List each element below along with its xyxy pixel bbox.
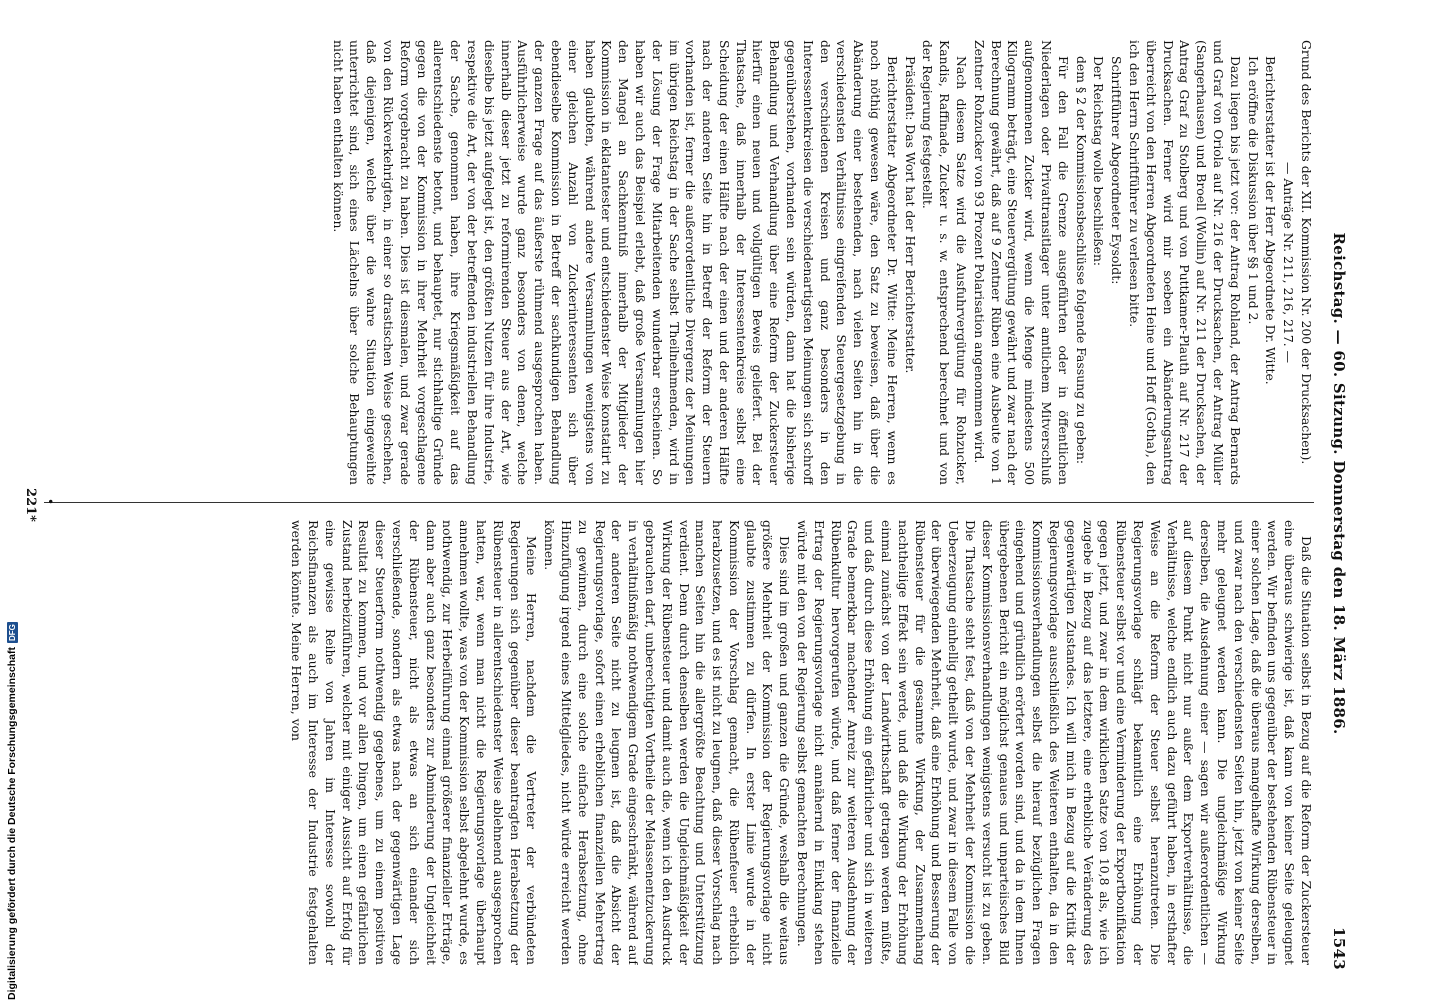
paragraph: Dies sind im großen und ganzen die Gründe, weshalb die weitaus größere Mehrheit der Kommission der Regierungsvorlage nicht glaubte zustimmen zu dürfen. In erster Linie wurde in der Kommission der Vorschlag gemacht, die Rübenfeuer erheblich herabzusetzen, und es ist nicht zu leugnen, daß dieser Vorschlag nach manchen Seiten hin die allergrößte Beachtung und Unterstützung verdient. Denn durch denselben werden die Ungleichmäßigkeit der Wirkung der Rübensteuer und damit auch die, wenn ich den Ausdruck gebrauchen darf, unberechtigten Vortheile der Melassenentzuckerung in verhältnißmäßig nothwendigem Grade eingeschränkt, während auf der anderen Seite nicht zu leugnen ist, daß die Absicht der Regierungsvorlage, sofort einen erheblichen finanziellen Mehrertrag zu gewinnen, durch eine solche einfache Herabsetzung, ohne Hinzufügung irgend eines Mittelgliedes, nicht würde erreicht werden können.: [542, 520, 793, 965]
column-divider: [44, 502, 1314, 503]
paragraph: Ich eröffne die Diskussion über §§ 1 und 2.: [1245, 56, 1261, 325]
paragraph: dem § 2 der Kommissionsbeschlüsse folgende Fassung zu geben:: [1073, 56, 1089, 465]
paragraph: Nach diesem Satze wird die Ausfuhrvergütung für Rohzucker, Kandis, Raffinade, Zucker u. s. w. entsprechend berechnet und von der Regierung festgestellt.: [920, 40, 970, 485]
paragraph: Grund des Berichts der XII. Kommission Nr. 200 der Drucksachen).: [1299, 40, 1314, 465]
divider-mark: •: [43, 498, 57, 506]
paragraph: Berichterstatter ist der Herr Abgeordnete Dr. Witte.: [1263, 56, 1279, 385]
paragraph: Schriftführer Abgeordneter Eysoldt:: [1109, 56, 1125, 285]
page-number: 1543: [1330, 927, 1348, 970]
paragraph: Der Reichstag wolle beschließen:: [1091, 56, 1107, 267]
signature-mark: 221*: [23, 488, 38, 522]
paragraph: Präsident: Das Wort hat der Herr Berichterstatter.: [902, 56, 918, 374]
paragraph: Daß die Situation selbst in Bezug auf die Reform der Zuckersteuer eine überaus schwierige ist, daß kann von keiner Seite geleugnet werden. Wir befinden uns gegenüber der bestehenden Rübensteuer in einer solchen Lage, daß die überaus mangelhafte Wirkung derselben, und zwar nach den verschiedensten Seiten hin, jetzt von keiner Seite mehr geleugnet werden kann. Die ungleichmäßige Wirkung derselben, die Ausdehnung einer — sagen wir außerordentlichen — auf diesem Punkt nicht nur außer dem Exportverhältnisse, die Verhältnisse, welche endlich auch dazu geführt haben, in ersthafter Weise an die Reform der Steuer selbst heranzutreten. Die Regierungsvorlage schlägt bekanntlich eine Erhöhung der Rübensteuer selbst vor und eine Verminderung der Exportbonifikation gegen jetzt, und zwar in dem wirklichen Satze von 10,8 als, wie ich zugebe in Bezug auf das letztere, eine erhebliche Veränderung des gegenwärtigen Zustandes. Ich will mich in Bezug auf die Kritik der Regierungsvorlage ausschließlich des Weiteren enthalten, da in den Kommissionsverhandlungen selbst die hierauf bezüglichen Fragen eingehend und gründlich erörtert worden sind, und da in dem Ihnen übergebenen Bericht ein möglichst genaues und unparteiisches Bild dieser Kommissionsverhandlungen wenigstens versucht ist zu geben. Die Thatsache steht fest, daß von der Mehrheit der Kommission die Ueberzeugung einhellig getheilt wurde, und zwar in diesem Falle von der überwiegenden Mehrheit, daß eine Erhöhung und Besserung der Rübensteuer für die gesammte Wirkung, der Zusammenhang nachtheilige Effekt sein werde, und daß die Wirkung der Erhöhung einmal zunächst von der Landwirthschaft getragen werden müßte, und daß durch diese Erhöhung ein gefährlicher und sich in weiteren Grade bemerkbar machender Anreiz zur weiteren Ausdehnung der Rübenkultur hervorgerufen würde, und daß ferner der finanzielle Ertrag der Regierungsvorlage nicht annähernd in Einklang stehen würde mit den von der Regierung selbst gemachten Berechnungen.: [795, 520, 1314, 965]
credit-text: Digitalisierung gefördert durch die Deutsche Forschungsgemeinschaft: [6, 647, 18, 1000]
paragraph: — Anträge Nr. 211, 216, 217. —: [1281, 161, 1297, 363]
paragraph: Für den Fall die Grenze ausgeführten oder in öffentlichen Niederlagen oder Privattransitlager unter amtlichem Mitverschluß aufgenommenen Zucker wird, wenn die Menge mindestens 500 Kilogramm beträgt, eine Steuervergütung gewährt und zwar nach der Berechnung gewährt, daß auf 9 Zentner Rüben eine Ausbeute von 1 Zentner Rohzucker von 93 Prozent Polarisation angenommen wird.: [971, 40, 1071, 485]
paragraph: Berichterstatter Abgeordneter Dr. Witte: Meine Herren, wenn es noch nöthig gewesen wäre, den Satz zu beweisen, daß über die Abänderung einer bestehenden, nach vielen Seiten hin in die verschiedensten Verhältnisse eingreifenden Steuergesetzgebung in den verschiedenen Kreisen und ganz besonders in den Interessentenkreisen die verschiedenartigsten Meinungen sich schroff gegenüberstehen, vorhanden sein würden, dann hat die bisherige Behandlung und Verhandlung über eine Reform der Zuckersteuer hierfür einen neuen und vollgültigen Beweis geliefert. Bei der Thatsache, daß innerhalb der Interessentenkreise selbst eine Scheidung der einen Hälfte nach der einen und der anderen Hälfte nach der anderen Seite hin in Betreff der Reform der Steuern vorhanden ist, ferner die außerordentliche Divergenz der Meinungen im übrigen Reichstag in der Sache selbst Theilnehmenden, wird in der Lösung der Frage Mitarbeitenden wunderbar erscheinen. So haben wir auch das Beispiel erlebt, daß große Versammlungen hier den Mangel an Sachkenntniß innerhalb der Mitglieder der Kommission in eklatantester und entschiedenster Weise konstatirt zu haben glaubten, während andere Versammlungen wenigstens von einer gleichen Anzahl von Zuckerinteressenten sich über ebendieselbe Kommission in Betreff der sachkundigen Behandlung der ganzen Frage auf das äußerste rühmend ausgesprochen haben. Ausführlicherweise wurde ganz besonders von denen, welche innerhalb dieser jetzt zu reformirenden Steuer aus der Art, wie dieselbe bis jetzt aufgelegt ist, den größten Nutzen für ihre Industrie, respektive die Art, der von der betreffenden industriellen Behandlung der Sache, genommen haben, ihre Kriegsmäßigkeit auf das allerentschiedenste betont, und behauptet, nur stichhaltige Gründe gegen die von der Kommission in ihrer Mehrheit vorgeschlagene Reform vorgebracht zu haben. Dies ist diesmalen, und zwar gerade von den Rückverkehrigten, in einer so drastischen Weise geschehen, daß diejenigen, welche über die wahre Situation eingeweihte unterrichtet sind, sich eines Lächelns über solche Behauptungen nicht haben enthalten können.: [330, 40, 900, 485]
document-page: [24, 40, 1354, 970]
header-title: Reichstag. — 60. Sitzung. Donnerstag den 18. März 1886.: [1330, 232, 1348, 735]
digitization-credit-strip: [2, 296, 22, 1000]
paragraph: Dazu liegen bis jetzt vor: der Antrag Rohland, der Antrag Bernards und Graf von Oriola auf Nr. 216 der Drucksachen, der Antrag Müller (Sangerhausen) und Broell (Wollin) auf Nr. 211 der Drucksachen, der Antrag Graf zu Stolberg und von Puttkamer-Plauth auf Nr. 217 der Drucksachen. Ferner wird mir soeben ein Abänderungsantrag überreicht von den Herren Abgeordneten Heine und Hoff (Gotha), den ich den Herrn Schriftführer zu verlesen bitte.: [1127, 40, 1243, 485]
page-header: [1324, 40, 1354, 970]
left-column: [39, 40, 1314, 485]
right-column: [39, 520, 1314, 965]
paragraph: Meine Herren, nachdem die Vertreter der verbündeten Regierungen sich gegenüber dieser beantragten Herabsetzung der Rübensteuer in allerentschiedenster Weise ablehnend ausgesprochen hatten, war, wenn man nicht die Regierungsvorlage überhaupt annehmen wollte, was von der Kommission selbst abgelehnt wurde, es nothwendig, zur Herbeiführung einmal größerer finanzieller Erträge, dann aber auch ganz besonders zur Abminderung der Ungleichheit der Rübensteuer, nicht als etwas an sich einander sich verschließende, sondern als etwas nach der gegenwärtigen Lage dieser Steuerform nothwendig gegebenes, um zu einem positiven Resultat zu kommen, und vor allen Dingen, um einen gefährlichen Zustand herbeizuführen, welcher mit einiger Aussicht auf Erfolg für eine gewisse Reihe von Jahren im Interesse sowohl der Reichsfinanzen als auch im Interesse der Industrie festgehalten werden könnte. Meine Herren, von: [289, 520, 540, 965]
dfg-logo-icon: DFG: [7, 624, 17, 642]
